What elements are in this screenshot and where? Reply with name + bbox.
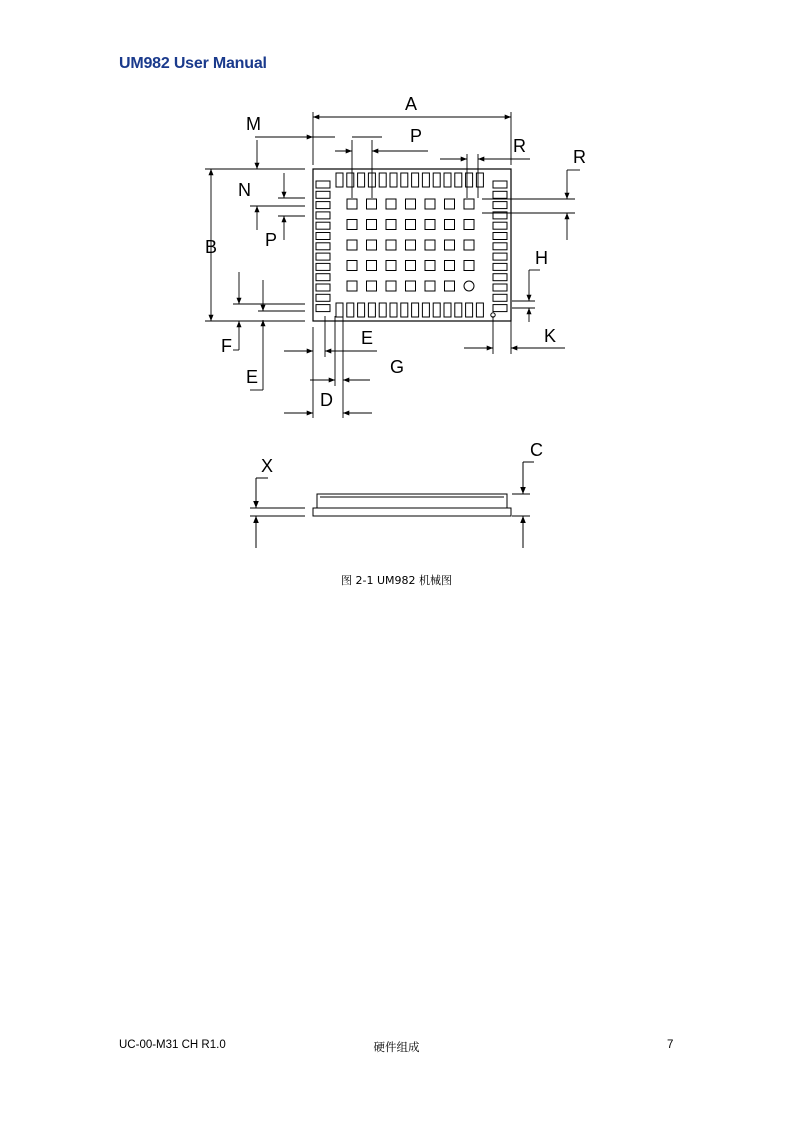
pad-bottom	[433, 303, 440, 317]
label-h: H	[535, 248, 548, 268]
pad-grid	[367, 220, 377, 230]
pad-grid	[445, 199, 455, 209]
pad-grid	[464, 220, 474, 230]
pad-grid	[406, 240, 416, 250]
pad-right	[493, 253, 507, 260]
pad-top	[444, 173, 451, 187]
pad-grid	[445, 281, 455, 291]
pad-grid	[367, 261, 377, 271]
pad-grid	[425, 281, 435, 291]
pad-left	[316, 233, 330, 240]
pad-bottom	[422, 303, 429, 317]
pad-grid	[386, 261, 396, 271]
pad-left	[316, 191, 330, 198]
pad-grid	[367, 281, 377, 291]
label-p-left: P	[265, 230, 278, 250]
pad-grid	[445, 220, 455, 230]
pad-grid	[347, 261, 357, 271]
pad-left	[316, 284, 330, 291]
pad-top	[455, 173, 462, 187]
pad-left	[316, 212, 330, 219]
pad-right	[493, 202, 507, 209]
label-p-top: P	[410, 126, 423, 146]
pad-left	[316, 305, 330, 312]
pad-top	[336, 173, 343, 187]
pad-grid	[347, 199, 357, 209]
pad-left	[316, 294, 330, 301]
pad-right	[493, 191, 507, 198]
pad-grid	[425, 199, 435, 209]
pad-right	[493, 305, 507, 312]
pad-bottom	[390, 303, 397, 317]
pad-grid	[386, 199, 396, 209]
label-n: N	[238, 180, 251, 200]
pad-left	[316, 243, 330, 250]
pad-grid	[425, 261, 435, 271]
figure-caption: 图 2-1 UM982 机械图	[341, 574, 452, 587]
pad-right	[493, 274, 507, 281]
pad-grid-round	[464, 281, 474, 291]
pad-grid	[367, 240, 377, 250]
label-e-left: E	[246, 367, 259, 387]
label-d: D	[320, 390, 333, 410]
pad-grid	[386, 281, 396, 291]
pad-right	[493, 233, 507, 240]
pad-grid	[445, 240, 455, 250]
label-b: B	[205, 237, 218, 257]
pad-left	[316, 222, 330, 229]
pad-bottom	[347, 303, 354, 317]
pad-top	[401, 173, 408, 187]
footer-page-number: 7	[667, 1039, 674, 1051]
pad-grid	[386, 240, 396, 250]
pad-grid	[464, 199, 474, 209]
pad-grid	[347, 281, 357, 291]
pad-right	[493, 243, 507, 250]
pad-bottom	[368, 303, 375, 317]
label-e-bottom: E	[361, 328, 374, 348]
pad-top	[422, 173, 429, 187]
pad-left	[316, 181, 330, 188]
pad-top	[347, 173, 354, 187]
label-r-right: R	[573, 147, 586, 167]
label-r-top: R	[513, 136, 526, 156]
label-a: A	[405, 94, 418, 114]
label-g: G	[390, 357, 405, 377]
pad-bottom	[336, 303, 343, 317]
pad-grid	[406, 281, 416, 291]
pad-top	[433, 173, 440, 187]
pad-right	[493, 294, 507, 301]
pad-bottom	[412, 303, 419, 317]
pad-left	[316, 263, 330, 270]
side-view	[250, 462, 534, 548]
pad-grid	[406, 220, 416, 230]
label-f: F	[221, 336, 232, 356]
pad-bottom	[358, 303, 365, 317]
pad-grid	[445, 261, 455, 271]
pad-bottom	[466, 303, 473, 317]
pad-grid	[464, 240, 474, 250]
pad-grid	[425, 220, 435, 230]
pad-grid	[347, 240, 357, 250]
label-m: M	[246, 114, 261, 134]
pad-bottom	[476, 303, 483, 317]
pad-bottom	[401, 303, 408, 317]
pad-grid	[347, 220, 357, 230]
pad-top	[358, 173, 365, 187]
pad-left	[316, 202, 330, 209]
pad-top	[476, 173, 483, 187]
pad-bottom	[444, 303, 451, 317]
pad-grid	[406, 199, 416, 209]
pad-grid	[406, 261, 416, 271]
pad-top	[390, 173, 397, 187]
page-header-title: UM982 User Manual	[119, 55, 267, 72]
footer-section: 硬件组成	[373, 1040, 420, 1054]
pad-grid	[386, 220, 396, 230]
pad-grid	[464, 261, 474, 271]
label-k: K	[544, 326, 557, 346]
pad-left	[316, 274, 330, 281]
pad-top	[412, 173, 419, 187]
pad-right	[493, 222, 507, 229]
pad-grid	[367, 199, 377, 209]
pad-grid	[425, 240, 435, 250]
label-c: C	[530, 440, 543, 460]
pad-top	[379, 173, 386, 187]
pad-right	[493, 263, 507, 270]
pad-bottom	[379, 303, 386, 317]
footer-doc-code: UC-00-M31 CH R1.0	[119, 1039, 226, 1051]
pad-bottom	[455, 303, 462, 317]
label-x: X	[261, 456, 274, 476]
pad-left	[316, 253, 330, 260]
pad-right	[493, 284, 507, 291]
pad-right	[493, 181, 507, 188]
